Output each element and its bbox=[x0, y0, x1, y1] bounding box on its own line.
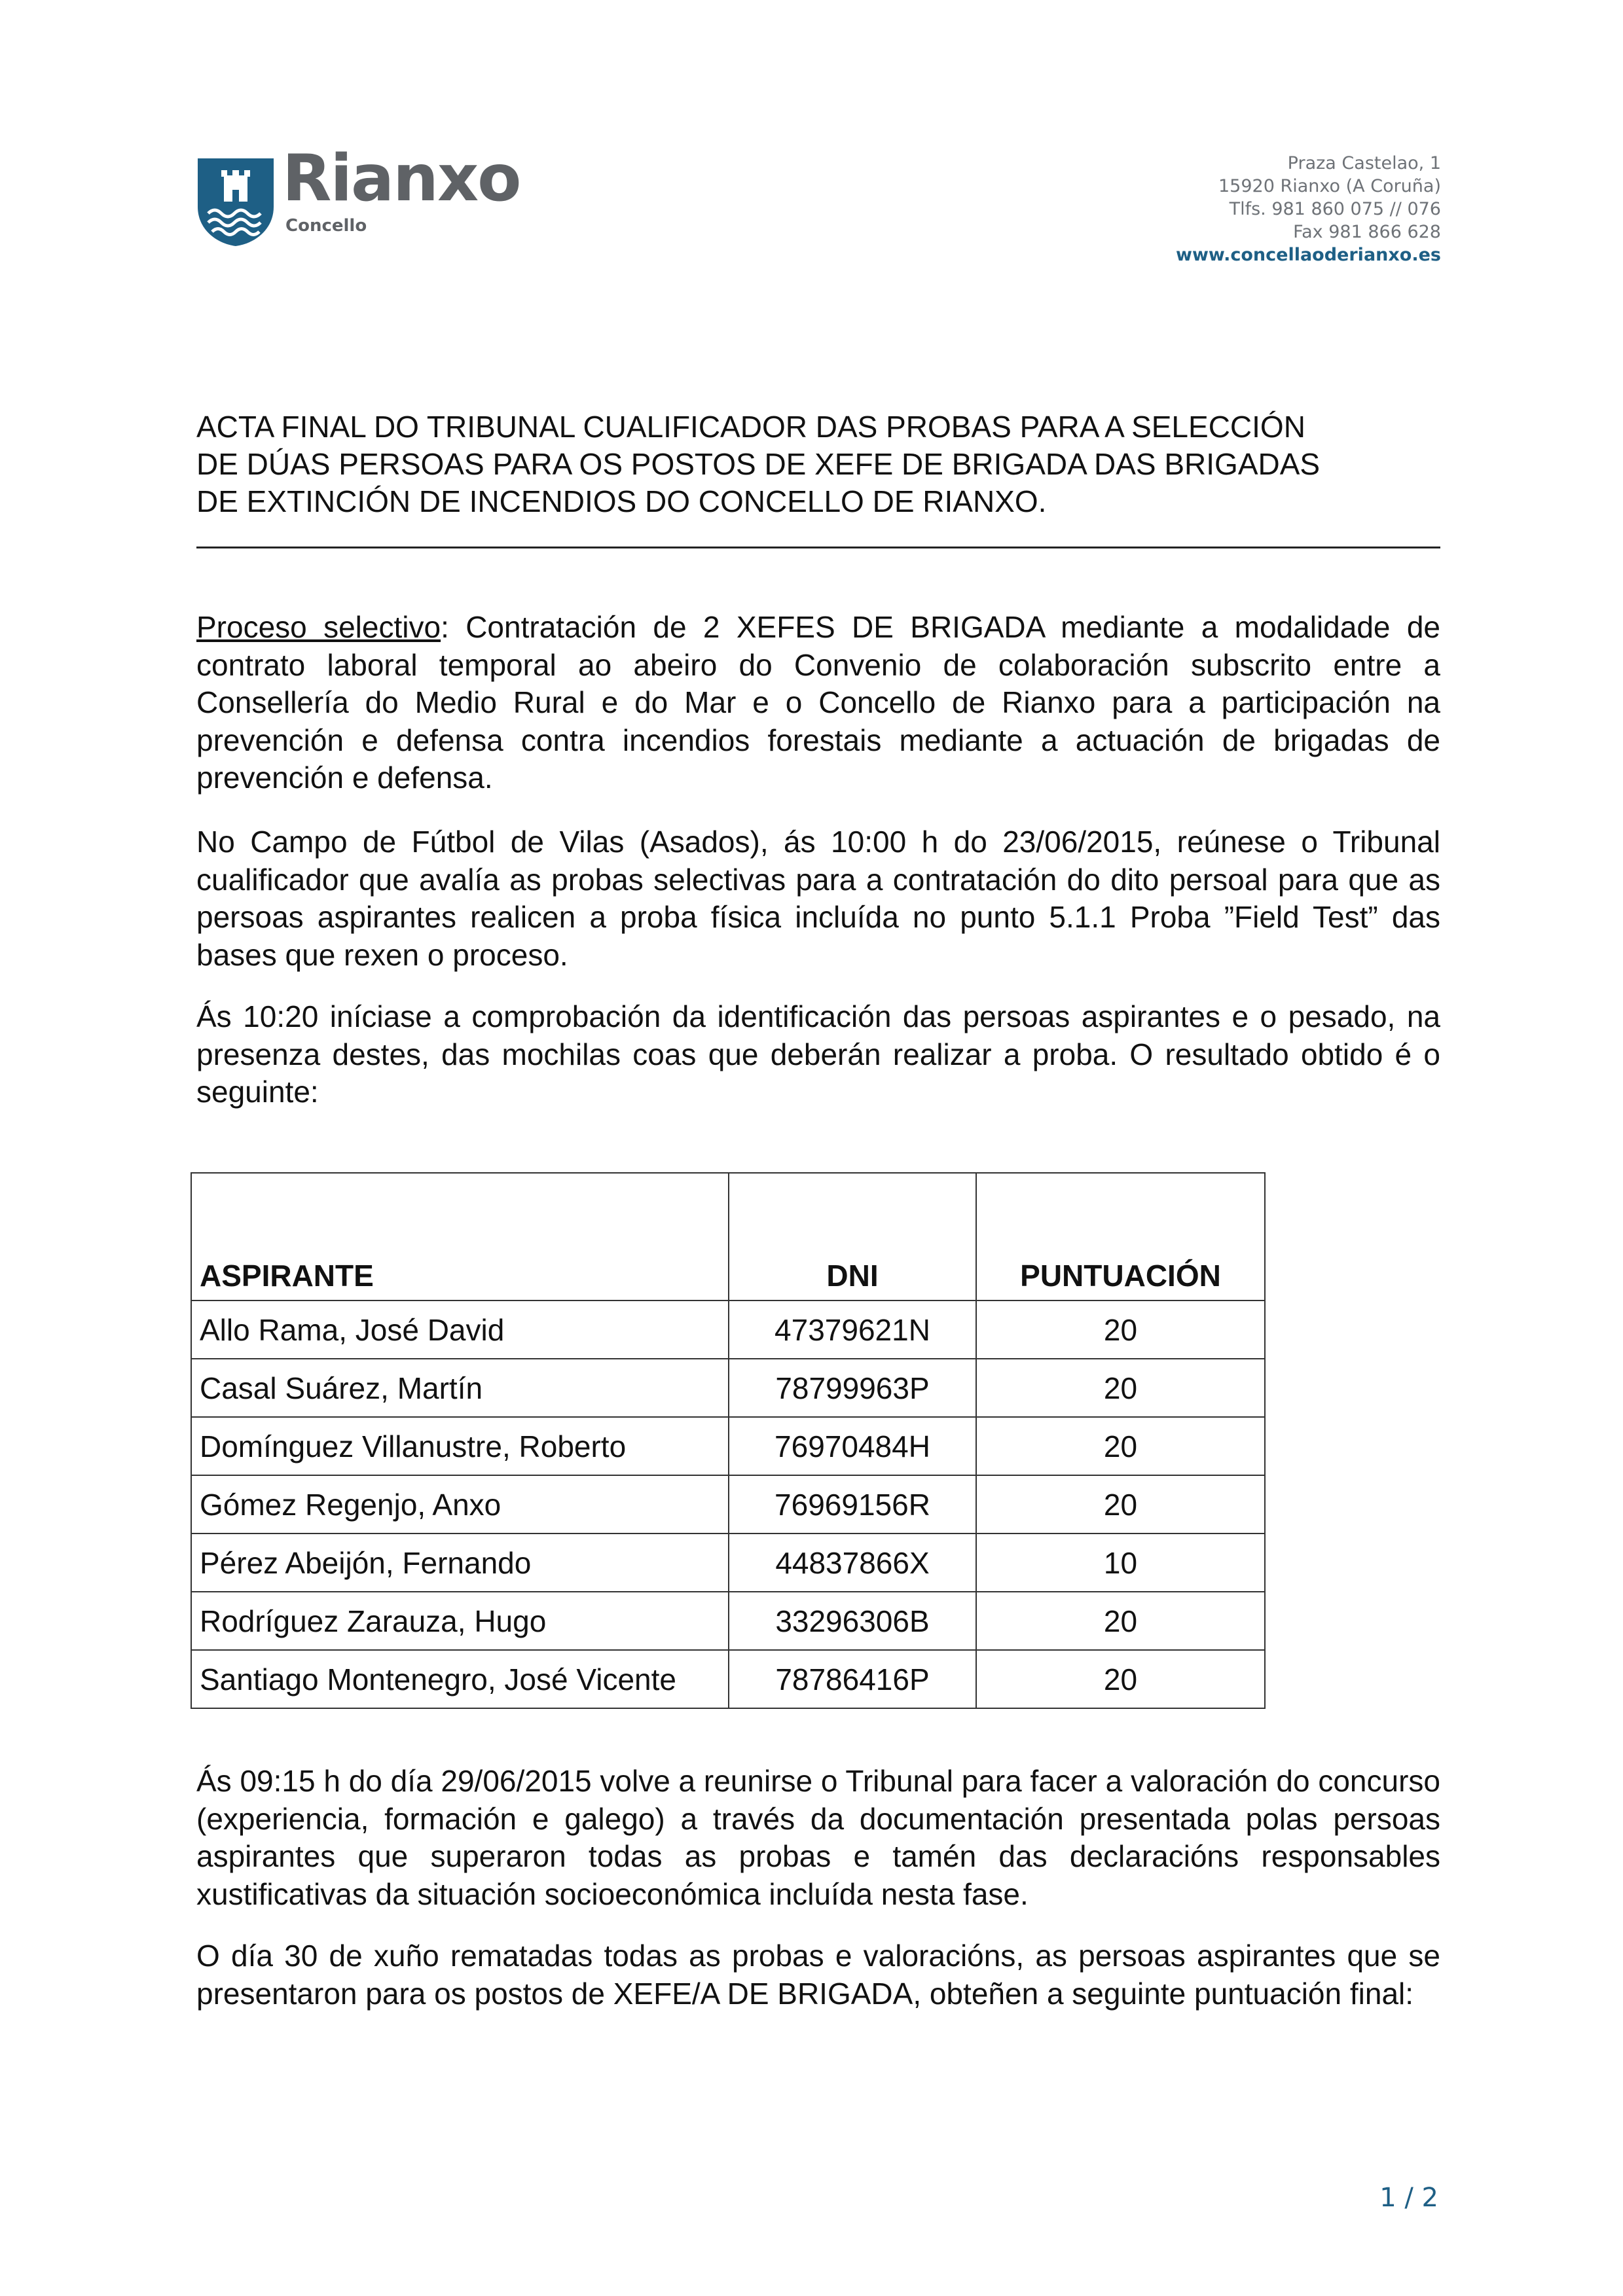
paragraph-meeting: No Campo de Fútbol de Vilas (Asados), ás 10:00 h do 23/06/2015, reúnese o Tribunal cualificador que avalía as probas selectivas para a contratación do dito persoal para que as persoas aspirantes realicen a proba física incluída no punto 5.1.1 Proba ”Field Test” das bases que rexen o proceso. bbox=[196, 825, 1440, 972]
address-line: 15920 Rianxo (A Coruña) bbox=[1218, 176, 1441, 196]
cell-dni: 33296306B bbox=[729, 1592, 976, 1650]
paragraph-identification: Ás 10:20 iníciase a comprobación da identificación das persoas aspirantes e o pesado, na presenza destes, das mochilas coas que deberán realizar a proba. O resultado obtido é o seguinte: bbox=[196, 999, 1440, 1109]
cell-name: Rodríguez Zarauza, Hugo bbox=[191, 1592, 729, 1650]
website-link[interactable]: www.concellaoderianxo.es bbox=[1176, 245, 1441, 265]
cell-dni: 47379621N bbox=[729, 1300, 976, 1359]
cell-score: 20 bbox=[976, 1592, 1265, 1650]
cell-score: 20 bbox=[976, 1417, 1265, 1475]
cell-name: Santiago Montenegro, José Vicente bbox=[191, 1650, 729, 1708]
title-line: DE DÚAS PERSOAS PARA OS POSTOS DE XEFE DE BRIGADA DAS BRIGADAS bbox=[196, 447, 1321, 481]
address-line: Praza Castelao, 1 bbox=[1287, 153, 1441, 173]
address-line: Tlfs. 981 860 075 // 076 bbox=[1229, 199, 1441, 219]
cell-name: Allo Rama, José David bbox=[191, 1300, 729, 1359]
table-row bbox=[191, 1300, 1265, 1359]
header-aspirante: ASPIRANTE bbox=[191, 1173, 729, 1300]
cell-score: 20 bbox=[976, 1650, 1265, 1708]
address-block bbox=[1176, 152, 1441, 266]
document-title bbox=[196, 408, 1440, 520]
table-row bbox=[191, 1417, 1265, 1475]
logo-subtitle: Concello bbox=[285, 216, 367, 236]
cell-name: Pérez Abeijón, Fernando bbox=[191, 1534, 729, 1592]
table-row bbox=[191, 1650, 1265, 1708]
results-table bbox=[191, 1172, 1266, 1709]
table-row bbox=[191, 1475, 1265, 1534]
cell-dni: 76969156R bbox=[729, 1475, 976, 1534]
cell-dni: 44837866X bbox=[729, 1534, 976, 1592]
rianxo-shield-icon bbox=[195, 156, 276, 247]
header-dni: DNI bbox=[729, 1173, 976, 1300]
cell-score: 20 bbox=[976, 1359, 1265, 1417]
cell-score: 10 bbox=[976, 1534, 1265, 1592]
cell-dni: 78786416P bbox=[729, 1650, 976, 1708]
address-line: Fax 981 866 628 bbox=[1293, 222, 1441, 242]
cell-name: Casal Suárez, Martín bbox=[191, 1359, 729, 1417]
cell-name: Gómez Regenjo, Anxo bbox=[191, 1475, 729, 1534]
cell-dni: 78799963P bbox=[729, 1359, 976, 1417]
cell-score: 20 bbox=[976, 1300, 1265, 1359]
title-line: ACTA FINAL DO TRIBUNAL CUALIFICADOR DAS PROBAS PARA A SELECCIÓN bbox=[196, 410, 1305, 444]
title-divider bbox=[196, 547, 1440, 548]
table-row bbox=[191, 1359, 1265, 1417]
process-paragraph bbox=[196, 609, 1440, 797]
process-label: Proceso selectivo bbox=[196, 610, 441, 644]
table-row bbox=[191, 1592, 1265, 1650]
table-header-row bbox=[191, 1173, 1265, 1300]
cell-score: 20 bbox=[976, 1475, 1265, 1534]
title-line: DE EXTINCIÓN DE INCENDIOS DO CONCELLO DE RIANXO. bbox=[196, 484, 1047, 518]
cell-name: Domínguez Villanustre, Roberto bbox=[191, 1417, 729, 1475]
table-row bbox=[191, 1534, 1265, 1592]
header-puntuacion: PUNTUACIÓN bbox=[976, 1173, 1265, 1300]
concello-logo bbox=[195, 141, 549, 247]
page-number: 1 / 2 bbox=[1379, 2183, 1438, 2213]
logo-name: Rianxo bbox=[282, 141, 520, 216]
cell-dni: 76970484H bbox=[729, 1417, 976, 1475]
paragraph-final-score: O día 30 de xuño rematadas todas as probas e valoracións, as persoas aspirantes que se presentaron para os postos de XEFE/A DE BRIGADA, obteñen a seguinte puntuación final: bbox=[196, 1939, 1440, 2011]
paragraph-valuation: Ás 09:15 h do día 29/06/2015 volve a reunirse o Tribunal para facer a valoración do concurso (experiencia, formación e galego) a través da documentación presentada polas persoas aspirantes que superaron todas as probas e tamén das declaracións responsables xustificativas da situación socioeconómica incluída nesta fase. bbox=[196, 1764, 1440, 1911]
process-text: : Contratación de 2 XEFES DE BRIGADA mediante a modalidade de contrato laboral temporal ao abeiro do Convenio de colaboración subscrito entre a Consellería do Medio Rural e do Mar e o Concello de Rianxo para a participación na prevención e defensa contra incendios forestais mediante a actuación de brigadas de prevención e defensa. bbox=[196, 610, 1441, 795]
